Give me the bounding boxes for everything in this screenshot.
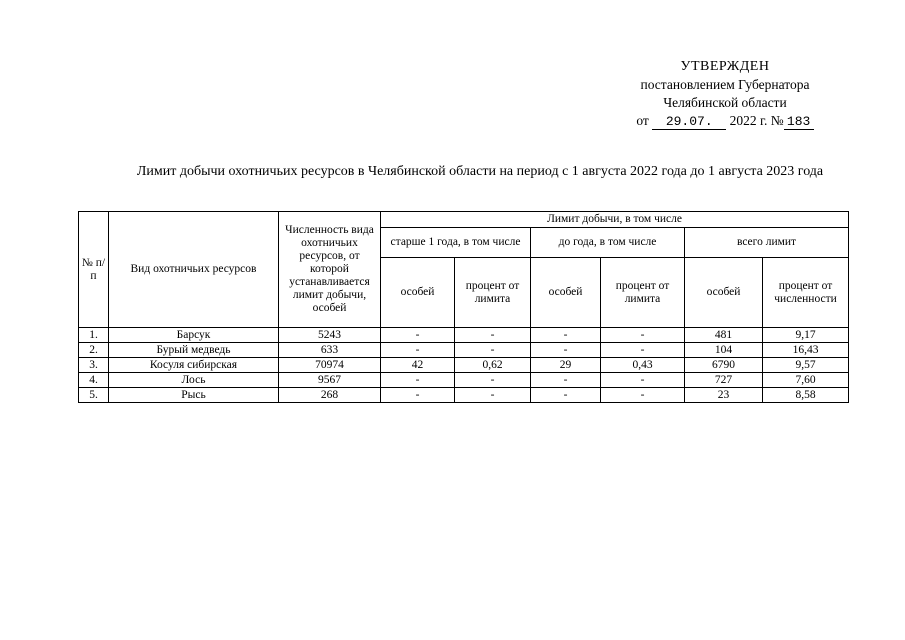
decree-date: 29.07. [652,115,726,130]
approval-date-line [600,112,850,130]
cell-total-individuals: 6790 [685,358,763,373]
cell-young-percent: - [601,343,685,358]
decree-year: 2022 г. № [729,113,784,128]
header-limit-group: Лимит добычи, в том числе [381,212,849,228]
cell-total-percent: 8,58 [763,388,849,403]
table-row [79,328,849,343]
cell-species: Бурый медведь [109,343,279,358]
cell-young-individuals: - [531,388,601,403]
cell-num: 4. [79,373,109,388]
cell-total-percent: 9,57 [763,358,849,373]
cell-num: 2. [79,343,109,358]
header-total-individuals: особей [685,258,763,328]
header-old-percent: процент от лимита [455,258,531,328]
header-species: Вид охотничьих ресурсов [109,212,279,328]
cell-old-percent: - [455,373,531,388]
cell-num: 5. [79,388,109,403]
approval-line-region: Челябинской области [663,95,787,110]
date-prefix: от [636,113,649,128]
cell-old-individuals: - [381,343,455,358]
cell-total-individuals: 481 [685,328,763,343]
cell-total-percent: 7,60 [763,373,849,388]
table-row [79,358,849,373]
cell-old-individuals: 42 [381,358,455,373]
header-row-group [79,212,849,228]
table-row [79,388,849,403]
cell-total-individuals: 104 [685,343,763,358]
cell-total-percent: 9,17 [763,328,849,343]
cell-young-individuals: - [531,373,601,388]
cell-species: Косуля сибирская [109,358,279,373]
header-total-percent: процент от численности [763,258,849,328]
cell-species: Рысь [109,388,279,403]
table-row [79,343,849,358]
cell-young-percent: - [601,388,685,403]
header-over-one-year: старше 1 года, в том числе [381,228,531,258]
cell-old-percent: - [455,343,531,358]
cell-young-individuals: - [531,328,601,343]
cell-total-individuals: 23 [685,388,763,403]
table-row [79,373,849,388]
cell-old-percent: 0,62 [455,358,531,373]
header-population: Численность вида охотничьих ресурсов, от которой устанавливается лимит добычи, особей [279,212,381,328]
cell-species: Барсук [109,328,279,343]
header-num: № п/п [79,212,109,328]
decree-number: 183 [784,115,814,130]
cell-old-percent: - [455,388,531,403]
cell-old-percent: - [455,328,531,343]
cell-population: 268 [279,388,381,403]
cell-population: 70974 [279,358,381,373]
cell-old-individuals: - [381,388,455,403]
cell-young-percent: 0,43 [601,358,685,373]
cell-young-percent: - [601,373,685,388]
cell-total-percent: 16,43 [763,343,849,358]
cell-young-individuals: - [531,343,601,358]
approval-heading: УТВЕРЖДЕН [680,59,770,74]
header-old-individuals: особей [381,258,455,328]
cell-old-individuals: - [381,373,455,388]
cell-population: 9567 [279,373,381,388]
cell-num: 3. [79,358,109,373]
cell-species: Лось [109,373,279,388]
approval-line-decree: постановлением Губернатора [640,77,810,92]
cell-population: 633 [279,343,381,358]
document-title: Лимит добычи охотничьих ресурсов в Челябинской области на период с 1 августа 2022 года до 1 августа 2023 года [136,164,824,179]
approval-block [600,58,850,130]
cell-young-individuals: 29 [531,358,601,373]
header-total-limit: всего лимит [685,228,849,258]
cell-young-percent: - [601,328,685,343]
header-young-percent: процент от лимита [601,258,685,328]
header-under-one-year: до года, в том числе [531,228,685,258]
cell-num: 1. [79,328,109,343]
limits-table [78,211,849,403]
cell-total-individuals: 727 [685,373,763,388]
cell-old-individuals: - [381,328,455,343]
cell-population: 5243 [279,328,381,343]
header-young-individuals: особей [531,258,601,328]
